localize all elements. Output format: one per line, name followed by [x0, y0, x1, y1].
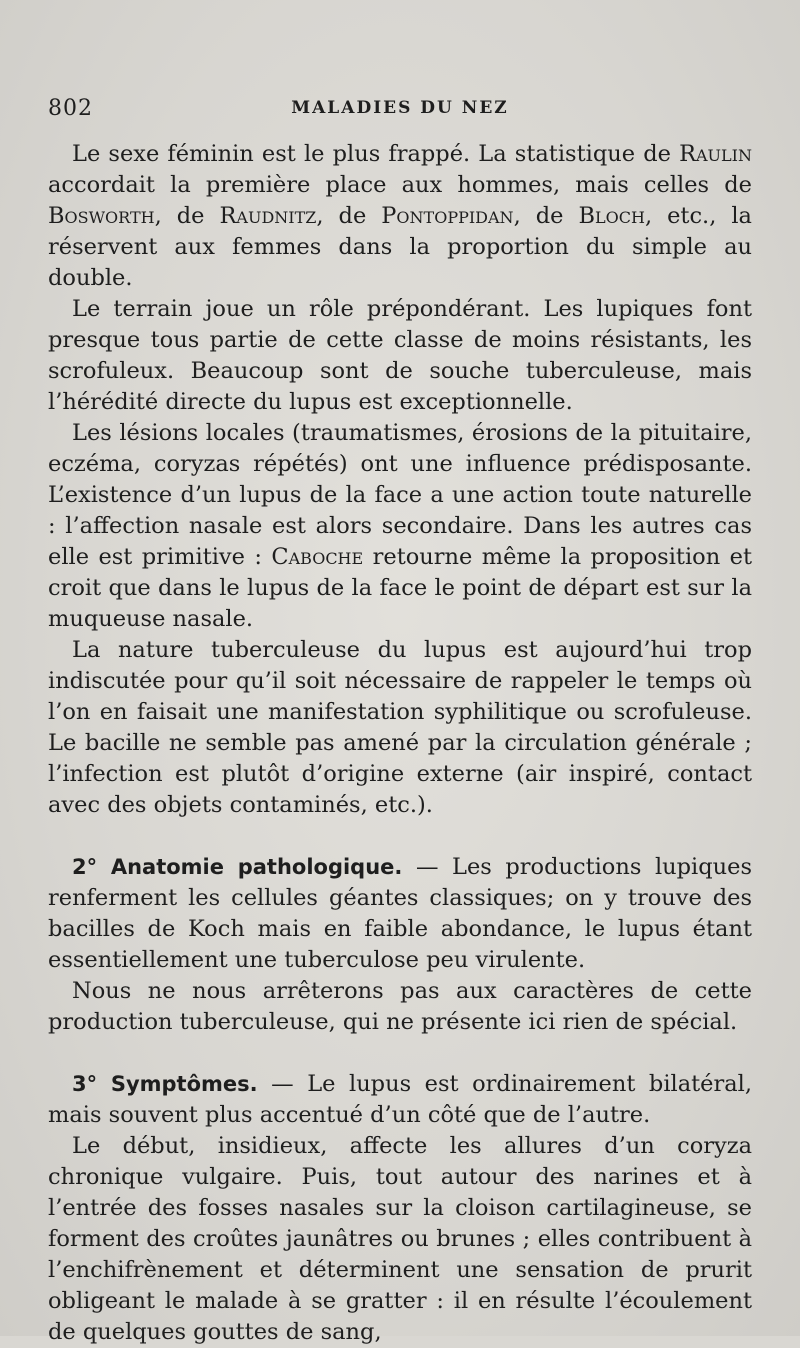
text-run: Les lésions locales (traumatismes, érosions de la pituitaire, eczéma, coryzas répétés) ont une influence prédisposante. L’existence d’un lupus de la face a une action toute naturelle : l’affection nasale est alors secondaire. Dans les autres cas elle est primitive :: [48, 420, 752, 570]
text-run: accordait la première place aux hommes, mais celles de: [48, 172, 752, 198]
paragraph-onset: Le début, insidieux, affecte les allures d’un coryza chronique vulgaire. Puis, tout autour des narines et à l’entrée des fosses nasales sur la cloison cartilagineuse, se forment des croûtes jaunâtres ou brunes ; elles contribuent à l’enchifrènement et déterminent une sensation de prurit obligeant le malade à se gratter : il en résulte l’écoulement de quelques gouttes de sang,: [48, 1133, 752, 1345]
text-run: retourne même la proposition et croit que dans le lupus de la face le point de départ est sur la muqueuse nasale.: [48, 544, 752, 632]
paragraph-local-lesions: [48, 418, 752, 635]
author-name: Caboche: [271, 544, 364, 570]
body-text: [48, 139, 752, 1348]
author-name: Bloch: [578, 203, 645, 229]
section-symptoms: [48, 1069, 752, 1131]
paragraph-tuberculous-nature: La nature tuberculeuse du lupus est aujourd’hui trop indiscutée pour qu’il soit nécessaire de rappeler le temps où l’on en faisait une manifestation syphilitique ou scrofuleuse. Le bacille ne semble pas amené par la circulation générale ; l’infection est plutôt d’origine externe (air inspiré, contact avec des objets contaminés, etc.).: [48, 637, 752, 818]
section-anatomy: [48, 852, 752, 976]
text-run: , de: [513, 203, 579, 229]
paragraph-sex-statistics: [48, 139, 752, 294]
section-heading: 2° Anatomie pathologique.: [72, 855, 403, 879]
paragraph-terrain: Le terrain joue un rôle prépondérant. Les lupiques font presque tous partie de cette classe de moins résistants, les scrofuleux. Beaucoup sont de souche tuberculeuse, mais l’hérédité directe du lupus est exceptionnelle.: [48, 296, 752, 415]
paragraph-no-special: Nous ne nous arrêterons pas aux caractères de cette production tuberculeuse, qui ne présente ici rien de spécial.: [48, 978, 752, 1035]
text-run: — Les productions lupiques renferment les cellules géantes classiques; on y trouve des bacilles de Koch mais en faible abondance, le lupus étant essentiellement une tuberculose peu virulente.: [48, 854, 752, 973]
page-number: 802: [48, 96, 93, 121]
header-title: MALADIES DU NEZ: [291, 98, 509, 118]
author-name: Pontoppidan: [381, 203, 514, 229]
text-run: , de: [154, 203, 220, 229]
section-gap: [48, 821, 752, 852]
text-run: — Le lupus est ordinairement bilatéral, mais souvent plus accentué d’un côté que de l’autre.: [48, 1071, 752, 1128]
author-name: Bosworth: [48, 203, 155, 229]
author-name: Raulin: [679, 141, 752, 167]
section-gap: [48, 1038, 752, 1069]
running-head: [48, 96, 752, 126]
text-run: Le sexe féminin est le plus frappé. La statistique de: [72, 141, 680, 167]
text-run: , de: [316, 203, 382, 229]
author-name: Raudnitz: [219, 203, 317, 229]
section-heading: 3° Symptômes.: [72, 1072, 258, 1096]
text-run: , etc., la réservent aux femmes dans la proportion du simple au double.: [48, 203, 752, 291]
